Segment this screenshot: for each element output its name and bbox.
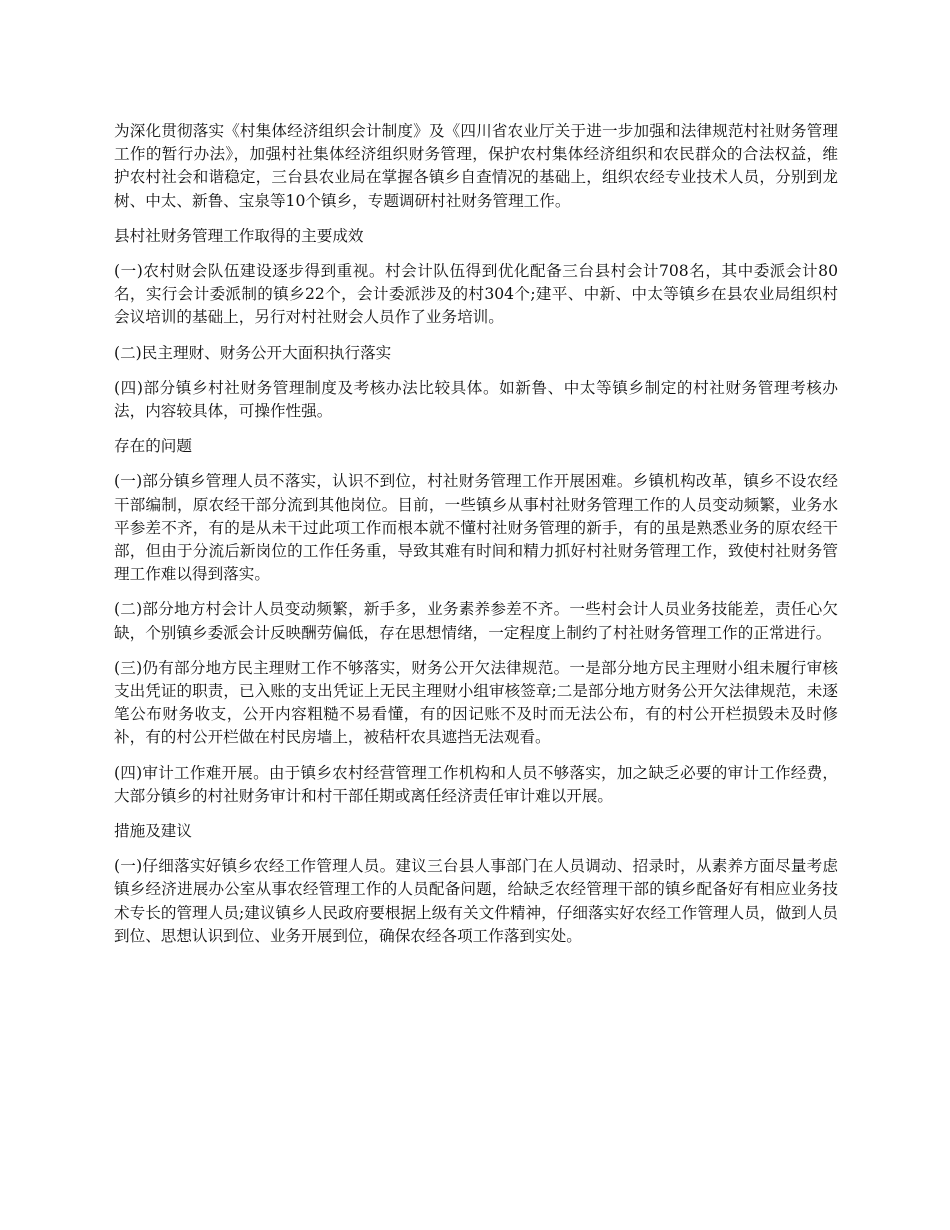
paragraph-problem-4: (四)审计工作难开展。由于镇乡农村经营管理工作机构和人员不够落实，加之缺乏必要的审计工作经费，大部分镇乡的村社财务审计和村干部任期或离任经济责任审计难以开展。 — [114, 763, 838, 805]
section-heading-achievements: 县村社财务管理工作取得的主要成效 — [114, 226, 364, 245]
paragraph-problem-2: (二)部分地方村会计人员变动频繁，新手多，业务素养参差不齐。一些村会计人员业务技能差，责任心欠缺，个别镇乡委派会计反映酬劳偏低，存在思想情绪，一定程度上制约了村社财务管理工作的正常进行。 — [114, 600, 838, 642]
document-body — [114, 120, 838, 948]
paragraph-achievement-2: (二)民主理财、财务公开大面积执行落实 — [114, 343, 392, 362]
paragraph-achievement-4: (四)部分镇乡村社财务管理制度及考核办法比较具体。如新鲁、中太等镇乡制定的村社财务管理考核办法，内容较具体，可操作性强。 — [114, 378, 838, 421]
section-heading-measures: 措施及建议 — [114, 822, 192, 841]
intro-paragraph: 为深化贯彻落实《村集体经济组织会计制度》及《四川省农业厅关于进一步加强和法律规范村社财务管理工作的暂行办法》，加强村社集体经济组织财务管理，保护农村集体经济组织和农民群众的合法权益，维护农村社会和谐稳定，三台县农业局在掌握各镇乡自查情况的基础上，组织农经专业技术人员，分别到龙树、中太、新鲁、宝泉等10个镇乡，专题调研村社财务管理工作。 — [114, 122, 838, 210]
paragraph-problem-1: (一)部分镇乡管理人员不落实，认识不到位，村社财务管理工作开展困难。乡镇机构改革，镇乡不设农经干部编制，原农经干部分流到其他岗位。目前，一些镇乡从事村社财务管理工作的人员变动频繁，业务水平参差不齐，有的是从未干过此项工作而根本就不懂村社财务管理的新手，有的虽是熟悉业务的原农经干部，但由于分流后新岗位的工作任务重，导致其难有时间和精力抓好村社财务管理工作，致使村社财务管理工作难以得到落实。 — [114, 472, 838, 584]
paragraph-achievement-1: (一)农村财会队伍建设逐步得到重视。村会计队伍得到优化配备三台县村会计708名，其中委派会计80名，实行会计委派制的镇乡22个，会计委派涉及的村304个;建平、中新、中太等镇乡在县农业局组织村会议培训的基础上，另行对村社财会人员作了业务培训。 — [114, 262, 838, 327]
section-heading-problems: 存在的问题 — [114, 437, 192, 456]
paragraph-measure-1: (一)仔细落实好镇乡农经工作管理人员。建议三台县人事部门在人员调动、招录时，从素养方面尽量考虑镇乡经济进展办公室从事农经管理工作的人员配备问题，给缺乏农经管理干部的镇乡配备好有相应业务技术专长的管理人员;建议镇乡人民政府要根据上级有关文件精神，仔细落实好农经工作管理人员，做到人员到位、思想认识到位、业务开展到位，确保农经各项工作落到实处。 — [114, 857, 838, 945]
paragraph-problem-3: (三)仍有部分地方民主理财工作不够落实，财务公开欠法律规范。一是部分地方民主理财小组未履行审核支出凭证的职责，已入账的支出凭证上无民主理财小组审核签章;二是部分地方财务公开欠法律规范，未逐笔公布财务收支，公开内容粗糙不易看懂，有的因记账不及时而无法公布，有的村公开栏损毁未及时修补，有的村公开栏做在村民房墙上，被秸杆农具遮挡无法观看。 — [114, 658, 838, 747]
